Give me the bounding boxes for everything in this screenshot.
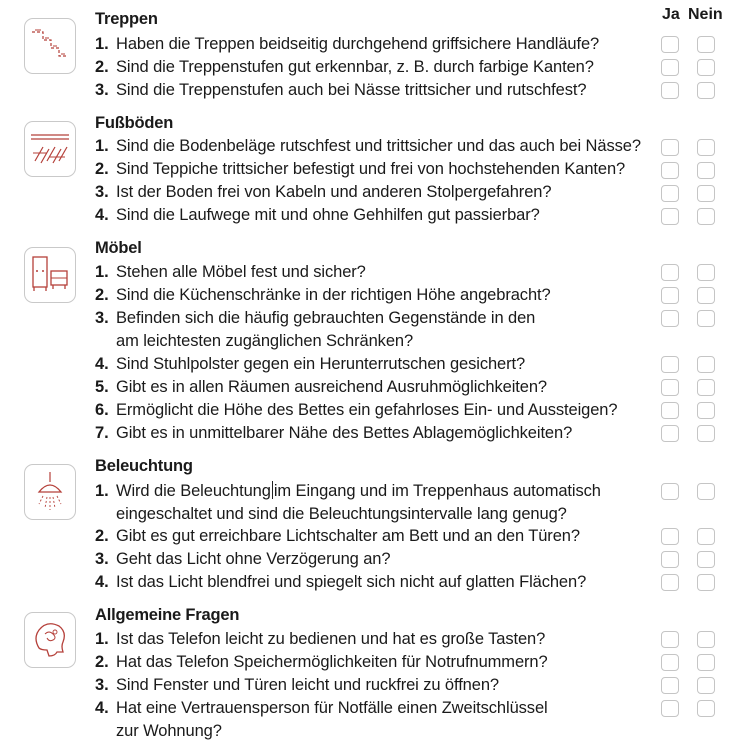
- checkbox-no[interactable]: [697, 185, 715, 202]
- question: [95, 181, 655, 204]
- question-text: Ist das Telefon leicht zu bedienen und hat es große Tasten?: [116, 630, 546, 648]
- question-text-continued: eingeschaltet und sind die Beleuchtungsintervalle lang genug?: [116, 504, 567, 523]
- checkbox-yes[interactable]: [661, 59, 679, 76]
- question-text: Sind die Treppenstufen auch bei Nässe trittsicher und rutschfest?: [116, 81, 587, 99]
- checkbox-yes[interactable]: [661, 654, 679, 671]
- checkbox-no[interactable]: [697, 162, 715, 179]
- checkbox-yes[interactable]: [661, 287, 679, 304]
- question-text: Befinden sich die häufig gebrauchten Gegenstände in den: [116, 309, 536, 327]
- question-text: Hat eine Vertrauensperson für Notfälle einen Zweitschlüssel: [116, 699, 548, 717]
- thinking-head-icon: [24, 612, 76, 668]
- checkbox-no[interactable]: [697, 379, 715, 396]
- question-number: 2.: [95, 160, 109, 178]
- lamp-icon: [24, 464, 76, 520]
- checkbox-no[interactable]: [697, 631, 715, 648]
- question-text: Ermöglicht die Höhe des Bettes ein gefahrloses Ein- und Aussteigen?: [116, 401, 618, 419]
- question-text: Haben die Treppen beidseitig durchgehend griffsichere Handläufe?: [116, 35, 600, 53]
- checkbox-no[interactable]: [697, 654, 715, 671]
- checkbox-yes[interactable]: [661, 700, 679, 717]
- checkbox-yes[interactable]: [661, 483, 679, 500]
- checkbox-yes[interactable]: [661, 631, 679, 648]
- checkbox-no[interactable]: [697, 700, 715, 717]
- question: [95, 353, 655, 376]
- question-text: Sind Stuhlpolster gegen ein Herunterrutschen gesichert?: [116, 355, 526, 373]
- question-number: 1.: [95, 263, 109, 281]
- question-text: Gibt es in unmittelbarer Nähe des Bettes Ablagemöglichkeiten?: [116, 424, 573, 442]
- checkbox-no[interactable]: [697, 425, 715, 442]
- question-number: 4.: [95, 355, 109, 373]
- question-text: Ist der Boden frei von Kabeln und anderen Stolpergefahren?: [116, 183, 552, 201]
- question: [95, 628, 655, 651]
- question-number: 2.: [95, 527, 109, 545]
- checkbox-no[interactable]: [697, 356, 715, 373]
- question: [95, 548, 655, 571]
- question-number: 1.: [95, 630, 109, 648]
- question-text: Sind Teppiche trittsicher befestigt und frei von hochstehenden Kanten?: [116, 160, 626, 178]
- checkbox-no[interactable]: [697, 139, 715, 156]
- section-title: Beleuchtung: [95, 457, 193, 475]
- question: [95, 376, 655, 399]
- checkbox-no[interactable]: [697, 208, 715, 225]
- checkbox-no[interactable]: [697, 36, 715, 53]
- checkbox-no[interactable]: [697, 59, 715, 76]
- question: [95, 284, 655, 307]
- checkbox-yes[interactable]: [661, 356, 679, 373]
- question-text: Ist das Licht blendfrei und spiegelt sich nicht auf glatten Flächen?: [116, 573, 587, 591]
- question-number: 1.: [95, 482, 109, 500]
- checkbox-yes[interactable]: [661, 264, 679, 281]
- question-text: Stehen alle Möbel fest und sicher?: [116, 263, 366, 281]
- checkbox-yes[interactable]: [661, 82, 679, 99]
- question-text: Sind die Bodenbeläge rutschfest und trittsicher und das auch bei Nässe?: [116, 137, 641, 155]
- checkbox-yes[interactable]: [661, 402, 679, 419]
- question-text: Sind die Küchenschränke in der richtigen Höhe angebracht?: [116, 286, 551, 304]
- section-title: Möbel: [95, 239, 142, 257]
- section-title: Fußböden: [95, 114, 174, 132]
- question-text: Geht das Licht ohne Verzögerung an?: [116, 550, 391, 568]
- floor-icon: [24, 121, 76, 177]
- question-number: 3.: [95, 183, 109, 201]
- question-number: 5.: [95, 378, 109, 396]
- question: [95, 422, 655, 445]
- checkbox-yes[interactable]: [661, 139, 679, 156]
- checkbox-no[interactable]: [697, 551, 715, 568]
- question-text: Sind die Laufwege mit und ohne Gehhilfen gut passierbar?: [116, 206, 540, 224]
- question: [95, 674, 655, 697]
- question-number: 4.: [95, 699, 109, 717]
- question: [95, 571, 655, 594]
- checkbox-yes[interactable]: [661, 574, 679, 591]
- question: [95, 697, 655, 742]
- question: [95, 399, 655, 422]
- question-text: im Eingang und im Treppenhaus automatisch: [273, 482, 601, 500]
- question-number: 4.: [95, 573, 109, 591]
- question-text: Gibt es gut erreichbare Lichtschalter am Bett und an den Türen?: [116, 527, 580, 545]
- question-number: 4.: [95, 206, 109, 224]
- section-title: Treppen: [95, 10, 158, 28]
- question-number: 2.: [95, 286, 109, 304]
- text-cursor: [272, 481, 273, 499]
- question-number: 3.: [95, 676, 109, 694]
- checkbox-yes[interactable]: [661, 528, 679, 545]
- checkbox-no[interactable]: [697, 310, 715, 327]
- checkbox-no[interactable]: [697, 677, 715, 694]
- checkbox-yes[interactable]: [661, 677, 679, 694]
- checkbox-no[interactable]: [697, 574, 715, 591]
- checkbox-yes[interactable]: [661, 208, 679, 225]
- question-number: 7.: [95, 424, 109, 442]
- stairs-icon: [24, 18, 76, 74]
- checkbox-no[interactable]: [697, 82, 715, 99]
- checkbox-yes[interactable]: [661, 425, 679, 442]
- question-text: Hat das Telefon Speichermöglichkeiten für Notrufnummern?: [116, 653, 548, 671]
- checkbox-yes[interactable]: [661, 310, 679, 327]
- question: [95, 33, 655, 56]
- question-number: 2.: [95, 58, 109, 76]
- question-number: 3.: [95, 309, 109, 327]
- question-number: 3.: [95, 550, 109, 568]
- question: [95, 307, 655, 352]
- furniture-icon: [24, 247, 76, 303]
- checkbox-no[interactable]: [697, 528, 715, 545]
- question-text: Gibt es in allen Räumen ausreichend Ausruhmöglichkeiten?: [116, 378, 547, 396]
- question: [95, 135, 655, 158]
- question-number: 2.: [95, 653, 109, 671]
- checkbox-no[interactable]: [697, 483, 715, 500]
- checkbox-yes[interactable]: [661, 162, 679, 179]
- checkbox-no[interactable]: [697, 264, 715, 281]
- question: [95, 79, 655, 102]
- question: [95, 261, 655, 284]
- column-header-no: Nein: [688, 6, 723, 23]
- question: [95, 204, 655, 227]
- checkbox-yes[interactable]: [661, 551, 679, 568]
- question-number: 1.: [95, 35, 109, 53]
- checkbox-no[interactable]: [697, 402, 715, 419]
- question-number: 3.: [95, 81, 109, 99]
- column-header-yes: Ja: [662, 6, 680, 23]
- checkbox-no[interactable]: [697, 287, 715, 304]
- question-text: Sind die Treppenstufen gut erkennbar, z. B. durch farbige Kanten?: [116, 58, 594, 76]
- question-text-continued: zur Wohnung?: [116, 721, 222, 740]
- question-number: 6.: [95, 401, 109, 419]
- checkbox-yes[interactable]: [661, 36, 679, 53]
- checkbox-yes[interactable]: [661, 379, 679, 396]
- question-text: Wird die Beleuchtung: [116, 482, 271, 500]
- question-text-continued: am leichtesten zugänglichen Schränken?: [116, 331, 414, 350]
- section-title: Allgemeine Fragen: [95, 606, 240, 624]
- question: [95, 525, 655, 548]
- question-number: 1.: [95, 137, 109, 155]
- question-text: Sind Fenster und Türen leicht und ruckfrei zu öffnen?: [116, 676, 499, 694]
- question: [95, 480, 655, 525]
- question: [95, 158, 655, 181]
- checkbox-yes[interactable]: [661, 185, 679, 202]
- question: [95, 651, 655, 674]
- question: [95, 56, 655, 79]
